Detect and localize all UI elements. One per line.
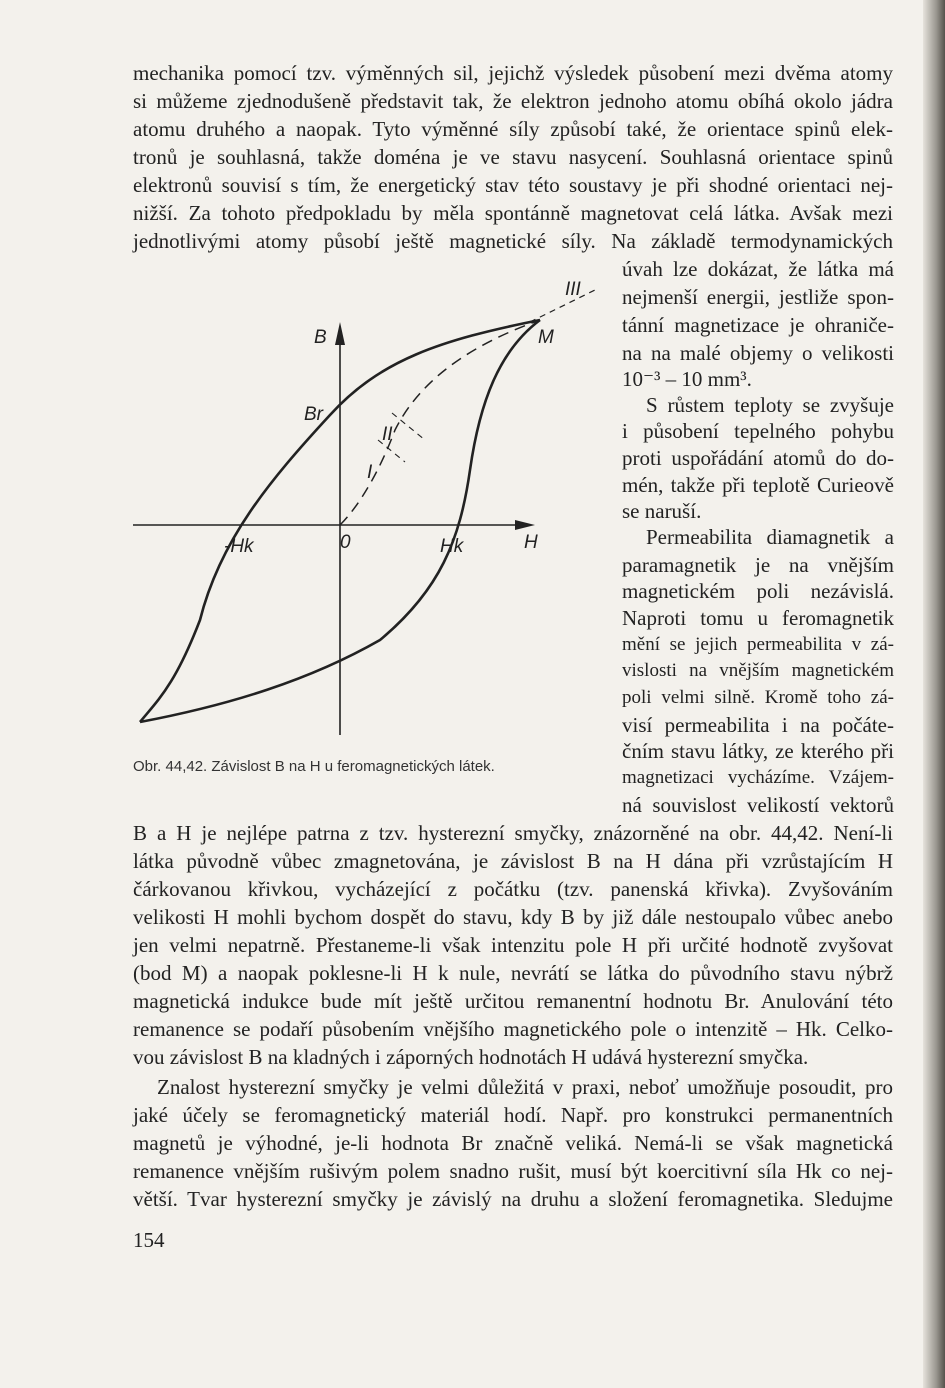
- label-neg-hk: -Hk: [224, 536, 254, 557]
- label-iii: III: [565, 279, 581, 300]
- label-h: H: [524, 532, 538, 553]
- text-line: velikosti H mohli bychom dospět do stavu, kdy B by již dále nestoupalo vůbec anebo: [133, 905, 893, 929]
- text-line: ná souvislost velikostí vektorů: [622, 793, 894, 817]
- text-line: nejmenší energii, jestliže spon-: [622, 285, 894, 309]
- text-line: visí permeabilita i na počáte-: [622, 713, 894, 737]
- label-ii: II: [382, 424, 393, 445]
- text-line: Znalost hysterezní smyčky je velmi důležitá v praxi, neboť umožňuje posoudit, pro: [157, 1075, 893, 1099]
- text-line: si můžeme zjednodušeně představit tak, že elektron jednoho atomu obíhá okolo jádra: [133, 89, 893, 113]
- h-axis-arrow: [515, 520, 535, 530]
- text-line: magnetickém poli nezávislá.: [622, 579, 894, 603]
- text-line: remanence vnějším rušivým polem snadno rušit, musí být koercitivní síla Hk co nej-: [133, 1159, 893, 1183]
- text-line: čním stavu látky, ze kterého při: [622, 739, 894, 763]
- text-line: (bod M) a naopak poklesne-li H k nule, nevrátí se látka do původního stavu nýbrž: [133, 961, 893, 985]
- label-m: M: [538, 327, 554, 348]
- b-axis-arrow: [335, 322, 345, 345]
- text-line: poli velmi silně. Kromě toho zá-: [622, 687, 894, 708]
- text-line: 10⁻³ – 10 mm³.: [622, 367, 752, 391]
- label-br: Br: [304, 404, 323, 425]
- text-line: úvah lze dokázat, že látka má: [622, 257, 894, 281]
- text-line: látka původně vůbec zmagnetována, je závislost B na H dána při vzrůstajícím H: [133, 849, 893, 873]
- text-line: vou závislost B na kladných i záporných hodnotách H udává hysterezní smyčka.: [133, 1045, 809, 1069]
- text-line: vislosti na vnějším magnetickém: [622, 660, 894, 681]
- text-line: atomu druhého a naopak. Tyto výměnné síly způsobí také, že orientace spinů elek-: [133, 117, 893, 141]
- text-line: mechanika pomocí tzv. výměnných sil, jejichž výsledek působení mezi dvěma atomy: [133, 61, 893, 85]
- text-line: čárkovanou křivkou, vycházející z počátku (tzv. panenská křivka). Zvyšováním: [133, 877, 893, 901]
- page-number: 154: [133, 1228, 165, 1252]
- text-line: mén, takže při teplotě Curieově: [622, 473, 894, 497]
- text-line: se naruší.: [622, 499, 702, 523]
- text-line: magnetická indukce bude mít ještě určitou remanentní hodnotu Br. Anulování této: [133, 989, 893, 1013]
- text-line: paramagnetik je na vnějším: [622, 553, 894, 577]
- tangent-line-dashed: [530, 290, 595, 322]
- text-line: magnetizaci vycházíme. Vzájem-: [622, 767, 894, 788]
- label-origin: 0: [340, 532, 351, 553]
- label-hk: Hk: [440, 536, 464, 557]
- text-line: i působení tepelného pohybu: [622, 419, 894, 443]
- text-line: mění se jejich permeabilita v zá-: [622, 634, 894, 655]
- text-line: S růstem teploty se zvyšuje: [646, 393, 894, 417]
- text-line: proti uspořádání atomů do do-: [622, 446, 894, 470]
- label-b: B: [314, 327, 327, 348]
- text-line: jen velmi nepatrně. Přestaneme-li však intenzitu pole H při určité hodnotě zvyšovat: [133, 933, 893, 957]
- figure-caption: Obr. 44,42. Závislost B na H u feromagnetických látek.: [133, 758, 495, 775]
- text-line: tronů je souhlasná, takže doména je ve stavu nasycení. Souhlasná orientace spinů: [133, 145, 893, 169]
- text-line: jaké účely se feromagnetický materiál hodí. Např. pro konstrukci permanentních: [133, 1103, 893, 1127]
- text-line: Naproti tomu u feromagnetik: [622, 606, 894, 630]
- text-line: větší. Tvar hysterezní smyčky je závislý na druhu a složení feromagnetika. Sledujme: [133, 1187, 893, 1211]
- label-i: I: [367, 462, 373, 483]
- text-line: tánní magnetizace je ohraniče-: [622, 313, 894, 337]
- text-line: jednotlivými atomy působí ještě magnetické síly. Na základě termodynamických: [133, 229, 893, 253]
- text-line: na na malé objemy o velikosti: [622, 341, 894, 365]
- text-line: elektronů souvisí s tím, že energetický stav této soustavy je při shodné orientaci nej-: [133, 173, 893, 197]
- text-line: magnetů je výhodné, je-li hodnota Br značně veliká. Nemá-li se však magnetická: [133, 1131, 893, 1155]
- text-line: B a H je nejlépe patrna z tzv. hysterezní smyčky, znázorněné na obr. 44,42. Není-li: [133, 821, 893, 845]
- text-line: nižší. Za tohoto předpokladu by měla spontánně magnetovat celá látka. Avšak mezi: [133, 201, 893, 225]
- text-line: Permeabilita diamagnetik a: [646, 525, 894, 549]
- text-line: remanence se podaří působením vnějšího magnetického pole o intenzitě – Hk. Celko-: [133, 1017, 893, 1041]
